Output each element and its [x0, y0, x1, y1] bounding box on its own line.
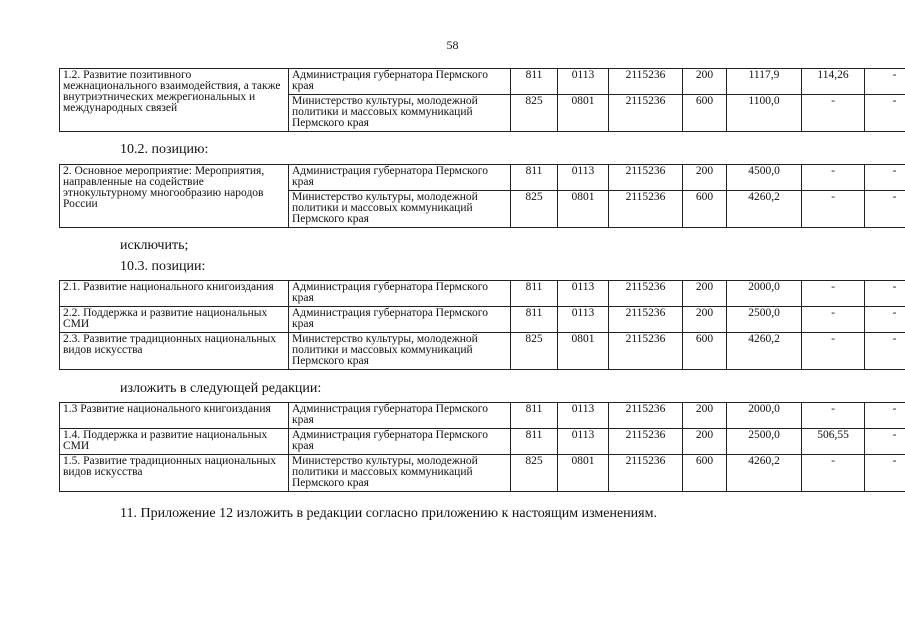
- amount-2-cell: 114,26: [802, 69, 865, 95]
- administrator-cell: Администрация губернатора Пермского края: [289, 403, 511, 429]
- kvsr-code-cell: 811: [511, 429, 558, 455]
- amount-2-cell: -: [802, 281, 865, 307]
- section-code-cell: 0801: [558, 191, 609, 228]
- table-row: [60, 333, 905, 370]
- target-code-cell: 2115236: [609, 429, 683, 455]
- target-code-cell: 2115236: [609, 95, 683, 132]
- expense-type-cell: 200: [683, 429, 727, 455]
- budget-table-2: [59, 164, 905, 228]
- amount-1-cell: 4500,0: [727, 165, 802, 191]
- budget-table-4: [59, 402, 905, 492]
- amount-1-cell: 4260,2: [727, 191, 802, 228]
- amount-3-cell: -: [865, 455, 905, 492]
- target-code-cell: 2115236: [609, 455, 683, 492]
- measure-name-cell: 2.3. Развитие традиционных национальных видов искусства: [60, 333, 289, 370]
- amount-2-cell: -: [802, 191, 865, 228]
- section-code-cell: 0113: [558, 165, 609, 191]
- measure-name-cell: 1.5. Развитие традиционных национальных видов искусства: [60, 455, 289, 492]
- table-row: [60, 307, 905, 333]
- expense-type-cell: 200: [683, 281, 727, 307]
- expense-type-cell: 600: [683, 455, 727, 492]
- measure-name-cell: 2.1. Развитие национального книгоиздания: [60, 281, 289, 307]
- administrator-cell: Администрация губернатора Пермского края: [289, 69, 511, 95]
- amount-3-cell: -: [865, 429, 905, 455]
- kvsr-code-cell: 811: [511, 403, 558, 429]
- expense-type-cell: 200: [683, 307, 727, 333]
- table-row: [60, 281, 905, 307]
- table-row: [60, 69, 905, 95]
- amount-2-cell: -: [802, 333, 865, 370]
- target-code-cell: 2115236: [609, 191, 683, 228]
- kvsr-code-cell: 825: [511, 191, 558, 228]
- amount-2-cell: -: [802, 403, 865, 429]
- administrator-cell: Министерство культуры, молодежной политики и массовых коммуникаций Пермского края: [289, 333, 511, 370]
- amount-3-cell: -: [865, 165, 905, 191]
- target-code-cell: 2115236: [609, 165, 683, 191]
- amount-2-cell: 506,55: [802, 429, 865, 455]
- target-code-cell: 2115236: [609, 69, 683, 95]
- target-code-cell: 2115236: [609, 403, 683, 429]
- measure-name-cell: 2. Основное мероприятие: Мероприятия, направленные на содействие этнокультурному многообразию народов России: [60, 165, 289, 228]
- section-code-cell: 0113: [558, 307, 609, 333]
- amount-1-cell: 2500,0: [727, 307, 802, 333]
- kvsr-code-cell: 825: [511, 95, 558, 132]
- amount-2-cell: -: [802, 307, 865, 333]
- amount-3-cell: -: [865, 191, 905, 228]
- section-code-cell: 0113: [558, 429, 609, 455]
- amount-1-cell: 4260,2: [727, 455, 802, 492]
- measure-name-cell: 1.2. Развитие позитивного межнационального взаимодействия, а также внутриэтнических межрегиональных и международных связей: [60, 69, 289, 132]
- administrator-cell: Администрация губернатора Пермского края: [289, 281, 511, 307]
- administrator-cell: Администрация губернатора Пермского края: [289, 307, 511, 333]
- amount-1-cell: 2000,0: [727, 281, 802, 307]
- amount-1-cell: 1100,0: [727, 95, 802, 132]
- administrator-cell: Администрация губернатора Пермского края: [289, 165, 511, 191]
- administrator-cell: Министерство культуры, молодежной политики и массовых коммуникаций Пермского края: [289, 95, 511, 132]
- table-row: [60, 455, 905, 492]
- section-code-cell: 0113: [558, 403, 609, 429]
- amount-2-cell: -: [802, 455, 865, 492]
- section-code-cell: 0801: [558, 95, 609, 132]
- table-row: [60, 429, 905, 455]
- kvsr-code-cell: 811: [511, 69, 558, 95]
- expense-type-cell: 600: [683, 333, 727, 370]
- amount-1-cell: 2000,0: [727, 403, 802, 429]
- amount-3-cell: -: [865, 403, 905, 429]
- paragraph-exclude: исключить;: [120, 238, 189, 253]
- amount-3-cell: -: [865, 307, 905, 333]
- budget-table-1: [59, 68, 905, 132]
- section-code-cell: 0801: [558, 333, 609, 370]
- kvsr-code-cell: 811: [511, 281, 558, 307]
- amount-1-cell: 2500,0: [727, 429, 802, 455]
- paragraph-10-3: 10.3. позиции:: [120, 259, 206, 274]
- amount-3-cell: -: [865, 69, 905, 95]
- amount-1-cell: 4260,2: [727, 333, 802, 370]
- amount-2-cell: -: [802, 165, 865, 191]
- kvsr-code-cell: 811: [511, 165, 558, 191]
- target-code-cell: 2115236: [609, 333, 683, 370]
- measure-name-cell: 2.2. Поддержка и развитие национальных СМИ: [60, 307, 289, 333]
- administrator-cell: Администрация губернатора Пермского края: [289, 429, 511, 455]
- paragraph-new-edition: изложить в следующей редакции:: [120, 381, 322, 396]
- expense-type-cell: 200: [683, 165, 727, 191]
- amount-3-cell: -: [865, 281, 905, 307]
- expense-type-cell: 200: [683, 403, 727, 429]
- target-code-cell: 2115236: [609, 307, 683, 333]
- budget-table-3: [59, 280, 905, 370]
- expense-type-cell: 600: [683, 191, 727, 228]
- amount-2-cell: -: [802, 95, 865, 132]
- administrator-cell: Министерство культуры, молодежной политики и массовых коммуникаций Пермского края: [289, 191, 511, 228]
- section-code-cell: 0801: [558, 455, 609, 492]
- target-code-cell: 2115236: [609, 281, 683, 307]
- table-row: [60, 165, 905, 191]
- kvsr-code-cell: 825: [511, 455, 558, 492]
- section-code-cell: 0113: [558, 281, 609, 307]
- amount-3-cell: -: [865, 333, 905, 370]
- kvsr-code-cell: 825: [511, 333, 558, 370]
- expense-type-cell: 600: [683, 95, 727, 132]
- section-code-cell: 0113: [558, 69, 609, 95]
- paragraph-11: 11. Приложение 12 изложить в редакции согласно приложению к настоящим изменениям.: [120, 506, 657, 521]
- amount-3-cell: -: [865, 95, 905, 132]
- amount-1-cell: 1117,9: [727, 69, 802, 95]
- expense-type-cell: 200: [683, 69, 727, 95]
- table-row: [60, 403, 905, 429]
- paragraph-10-2: 10.2. позицию:: [120, 142, 209, 157]
- page-number: 58: [446, 38, 459, 52]
- measure-name-cell: 1.3 Развитие национального книгоиздания: [60, 403, 289, 429]
- kvsr-code-cell: 811: [511, 307, 558, 333]
- measure-name-cell: 1.4. Поддержка и развитие национальных СМИ: [60, 429, 289, 455]
- administrator-cell: Министерство культуры, молодежной политики и массовых коммуникаций Пермского края: [289, 455, 511, 492]
